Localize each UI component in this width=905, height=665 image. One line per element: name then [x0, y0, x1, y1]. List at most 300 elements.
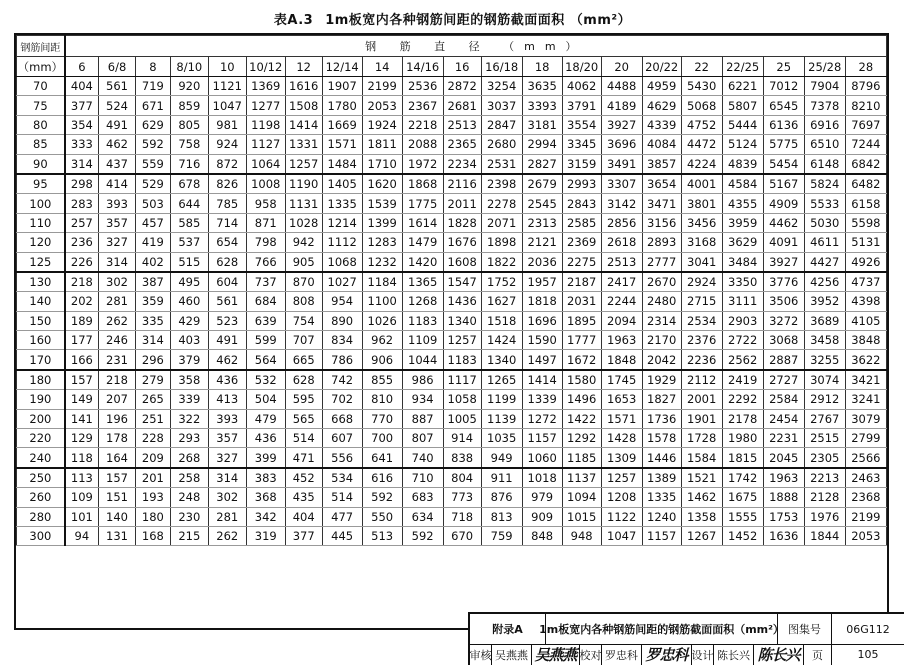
area-cell: 1232 [362, 252, 402, 272]
area-cell: 201 [135, 468, 170, 488]
area-cell: 1907 [322, 77, 362, 96]
area-cell: 1446 [642, 448, 681, 468]
area-cell: 1414 [522, 370, 562, 390]
area-cell: 3791 [562, 96, 601, 115]
area-cell: 5430 [681, 77, 722, 96]
area-cell: 3629 [722, 233, 763, 252]
area-cell: 942 [285, 233, 322, 252]
area-cell: 3857 [642, 154, 681, 174]
area-cell: 2515 [804, 429, 845, 448]
area-cell: 2187 [562, 272, 601, 292]
area-cell: 1340 [443, 311, 481, 330]
area-cell: 268 [170, 448, 208, 468]
area-cell: 876 [481, 488, 522, 507]
area-cell: 1340 [481, 350, 522, 370]
area-cell: 359 [135, 292, 170, 311]
area-cell: 403 [170, 331, 208, 350]
page-number: 105 [857, 648, 879, 661]
area-cell: 3241 [845, 390, 886, 409]
area-cell: 2218 [402, 115, 443, 134]
area-cell: 905 [285, 252, 322, 272]
area-cell: 3037 [481, 96, 522, 115]
area-cell: 1822 [481, 252, 522, 272]
area-cell: 5824 [804, 174, 845, 194]
diameter-col-header: 6 [65, 57, 99, 77]
area-cell: 1112 [322, 233, 362, 252]
area-cell: 246 [99, 331, 136, 350]
area-cell: 2872 [443, 77, 481, 96]
diameter-col-header: 10/12 [246, 57, 285, 77]
diameter-col-header: 18 [522, 57, 562, 77]
area-cell: 4398 [845, 292, 886, 311]
area-cell: 954 [322, 292, 362, 311]
area-cell: 634 [402, 507, 443, 526]
area-cell: 2292 [722, 390, 763, 409]
area-cell: 3255 [804, 350, 845, 370]
area-cell: 707 [285, 331, 322, 350]
table-title [0, 0, 905, 36]
area-cell: 1199 [481, 390, 522, 409]
area-cell: 6136 [763, 115, 804, 134]
area-cell: 1335 [642, 488, 681, 507]
area-cell: 3272 [763, 311, 804, 330]
area-cell: 870 [285, 272, 322, 292]
area-cell: 742 [322, 370, 362, 390]
diameter-col-header: 20/22 [642, 57, 681, 77]
area-cell: 6842 [845, 154, 886, 174]
area-cell: 2313 [522, 213, 562, 232]
area-cell: 1100 [362, 292, 402, 311]
area-cell: 5533 [804, 194, 845, 213]
area-cell: 1183 [402, 311, 443, 330]
area-cell: 718 [443, 507, 481, 526]
area-cell: 1044 [402, 350, 443, 370]
area-cell: 2199 [362, 77, 402, 96]
area-cell: 368 [246, 488, 285, 507]
area-cell: 524 [99, 96, 136, 115]
area-cell: 1414 [285, 115, 322, 134]
area-cell: 668 [322, 409, 362, 428]
table-row [17, 468, 887, 488]
spacing-cell: 85 [17, 135, 65, 154]
area-cell: 1272 [522, 409, 562, 428]
diameter-col-header: 28 [845, 57, 886, 77]
area-cell: 556 [322, 448, 362, 468]
area-cell: 805 [170, 115, 208, 134]
area-cell: 2365 [443, 135, 481, 154]
area-cell: 3456 [681, 213, 722, 232]
area-cell: 948 [562, 526, 601, 545]
area-cell: 94 [65, 526, 99, 545]
area-cell: 1265 [481, 370, 522, 390]
area-cell: 1868 [402, 174, 443, 194]
area-cell: 4256 [804, 272, 845, 292]
drawing-caption: 1m板宽内各种钢筋间距的钢筋截面面积（mm²） [546, 614, 778, 644]
area-cell: 2094 [601, 311, 642, 330]
area-cell: 2234 [443, 154, 481, 174]
area-cell: 911 [481, 468, 522, 488]
area-cell: 3471 [642, 194, 681, 213]
area-cell: 377 [65, 96, 99, 115]
designer-name: 陈长兴 [714, 644, 754, 665]
area-cell: 1339 [522, 390, 562, 409]
area-cell: 4062 [562, 77, 601, 96]
area-cell: 958 [246, 194, 285, 213]
area-cell: 4629 [642, 96, 681, 115]
area-cell: 3307 [601, 174, 642, 194]
area-cell: 314 [65, 154, 99, 174]
area-cell: 2011 [443, 194, 481, 213]
diameter-col-header: 16/18 [481, 57, 522, 77]
area-cell: 2045 [763, 448, 804, 468]
area-cell: 1185 [562, 448, 601, 468]
area-cell: 1127 [246, 135, 285, 154]
area-cell: 2121 [522, 233, 562, 252]
area-cell: 1497 [522, 350, 562, 370]
area-cell: 2314 [642, 311, 681, 330]
area-cell: 887 [402, 409, 443, 428]
area-cell: 4472 [681, 135, 722, 154]
area-cell: 4084 [642, 135, 681, 154]
diameter-col-header: 20 [601, 57, 642, 77]
spacing-cell: 100 [17, 194, 65, 213]
area-cell: 1929 [642, 370, 681, 390]
area-cell: 1547 [443, 272, 481, 292]
area-cell: 1139 [481, 409, 522, 428]
area-cell: 1888 [763, 488, 804, 507]
spacing-cell: 90 [17, 154, 65, 174]
area-cell: 4001 [681, 174, 722, 194]
area-cell: 387 [135, 272, 170, 292]
area-cell: 2618 [601, 233, 642, 252]
area-cell: 302 [208, 488, 246, 507]
area-cell: 1064 [246, 154, 285, 174]
area-cell: 872 [208, 154, 246, 174]
area-cell: 2244 [601, 292, 642, 311]
area-cell: 914 [443, 429, 481, 448]
area-cell: 1898 [481, 233, 522, 252]
area-cell: 592 [362, 488, 402, 507]
area-cell: 1028 [285, 213, 322, 232]
area-cell: 1479 [402, 233, 443, 252]
area-cell: 1117 [443, 370, 481, 390]
area-cell: 1728 [681, 429, 722, 448]
spacing-cell: 130 [17, 272, 65, 292]
spacing-cell: 180 [17, 370, 65, 390]
area-cell: 5807 [722, 96, 763, 115]
diameter-col-header: 14 [362, 57, 402, 77]
area-cell: 327 [208, 448, 246, 468]
area-cell: 3350 [722, 272, 763, 292]
area-cell: 949 [481, 448, 522, 468]
table-row [17, 488, 887, 507]
area-cell: 909 [522, 507, 562, 526]
area-cell: 1828 [443, 213, 481, 232]
area-cell: 514 [285, 429, 322, 448]
area-cell: 377 [285, 526, 322, 545]
area-cell: 1614 [402, 213, 443, 232]
area-cell: 1518 [481, 311, 522, 330]
area-cell: 2199 [845, 507, 886, 526]
area-cell: 607 [322, 429, 362, 448]
area-cell: 785 [208, 194, 246, 213]
area-cell: 4339 [642, 115, 681, 134]
area-cell: 810 [362, 390, 402, 409]
area-cell: 786 [322, 350, 362, 370]
area-cell: 491 [208, 331, 246, 350]
area-cell: 1369 [246, 77, 285, 96]
area-cell: 429 [170, 311, 208, 330]
table-row [17, 272, 887, 292]
area-cell: 1811 [362, 135, 402, 154]
area-cell: 1436 [443, 292, 481, 311]
diameter-col-header: 22 [681, 57, 722, 77]
area-cell: 1571 [322, 135, 362, 154]
area-cell: 616 [362, 468, 402, 488]
table-row [17, 292, 887, 311]
area-cell: 2993 [562, 174, 601, 194]
area-cell: 3142 [601, 194, 642, 213]
area-cell: 2398 [481, 174, 522, 194]
area-cell: 477 [322, 507, 362, 526]
area-cell: 3074 [804, 370, 845, 390]
area-cell: 595 [285, 390, 322, 409]
area-cell: 6158 [845, 194, 886, 213]
diameter-col-header: 25/28 [804, 57, 845, 77]
area-cell: 1137 [562, 468, 601, 488]
area-cell: 2178 [722, 409, 763, 428]
area-cell: 2562 [722, 350, 763, 370]
table-number: 表A.3 [273, 12, 314, 28]
area-cell: 1653 [601, 390, 642, 409]
area-cell: 2531 [481, 154, 522, 174]
appendix-label: 附录A [470, 614, 546, 644]
area-cell: 719 [135, 77, 170, 96]
area-cell: 1848 [601, 350, 642, 370]
area-cell: 7378 [804, 96, 845, 115]
area-cell: 1452 [722, 526, 763, 545]
area-cell: 452 [285, 468, 322, 488]
area-cell: 460 [170, 292, 208, 311]
area-cell: 504 [246, 390, 285, 409]
area-cell: 257 [65, 213, 99, 232]
area-cell: 393 [99, 194, 136, 213]
area-cell: 3168 [681, 233, 722, 252]
table-row [17, 135, 887, 154]
area-cell: 515 [170, 252, 208, 272]
area-cell: 3689 [804, 311, 845, 330]
area-cell: 4737 [845, 272, 886, 292]
area-cell: 141 [65, 409, 99, 428]
area-cell: 218 [99, 370, 136, 390]
area-cell: 1818 [522, 292, 562, 311]
area-cell: 979 [522, 488, 562, 507]
area-cell: 628 [208, 252, 246, 272]
area-cell: 4462 [763, 213, 804, 232]
area-cell: 5030 [804, 213, 845, 232]
area-cell: 2231 [763, 429, 804, 448]
area-cell: 2236 [681, 350, 722, 370]
area-cell: 1309 [601, 448, 642, 468]
area-cell: 281 [99, 292, 136, 311]
design-label: 设计 [692, 644, 714, 665]
spacing-unit: （mm） [17, 57, 65, 77]
area-cell: 3156 [642, 213, 681, 232]
area-cell: 3111 [722, 292, 763, 311]
area-cell: 3421 [845, 370, 886, 390]
area-cell: 2670 [642, 272, 681, 292]
area-cell: 678 [170, 174, 208, 194]
area-cell: 1972 [402, 154, 443, 174]
area-cell: 1027 [322, 272, 362, 292]
area-cell: 2799 [845, 429, 886, 448]
drawing-sheet [14, 33, 890, 664]
area-cell: 3776 [763, 272, 804, 292]
area-cell: 314 [135, 331, 170, 350]
area-cell: 4488 [601, 77, 642, 96]
area-cell: 848 [522, 526, 562, 545]
area-cell: 1957 [522, 272, 562, 292]
area-cell: 333 [65, 135, 99, 154]
area-cell: 129 [65, 429, 99, 448]
area-cell: 710 [402, 468, 443, 488]
area-cell: 1047 [601, 526, 642, 545]
area-cell: 1268 [402, 292, 443, 311]
area-cell: 279 [135, 370, 170, 390]
area-cell: 1672 [562, 350, 601, 370]
area-cell: 436 [208, 370, 246, 390]
area-cell: 1895 [562, 311, 601, 330]
area-cell: 1815 [722, 448, 763, 468]
area-cell: 1777 [562, 331, 601, 350]
area-cell: 1131 [285, 194, 322, 213]
area-cell: 561 [99, 77, 136, 96]
area-cell: 737 [246, 272, 285, 292]
area-cell: 7244 [845, 135, 886, 154]
area-cell: 2585 [562, 213, 601, 232]
area-cell: 4839 [722, 154, 763, 174]
area-cell: 2419 [722, 370, 763, 390]
area-cell: 2727 [763, 370, 804, 390]
diameter-col-header: 8 [135, 57, 170, 77]
area-cell: 6221 [722, 77, 763, 96]
area-cell: 164 [99, 448, 136, 468]
spacing-cell: 190 [17, 390, 65, 409]
area-cell: 140 [99, 507, 136, 526]
area-cell: 1292 [562, 429, 601, 448]
diameter-col-header: 14/16 [402, 57, 443, 77]
page-label: 页 [804, 644, 832, 665]
area-cell: 118 [65, 448, 99, 468]
area-cell: 834 [322, 331, 362, 350]
area-cell: 335 [135, 311, 170, 330]
area-cell: 4611 [804, 233, 845, 252]
table-row [17, 194, 887, 213]
area-cell: 314 [208, 468, 246, 488]
check-label: 校对 [580, 644, 602, 665]
area-cell: 537 [170, 233, 208, 252]
area-cell: 3848 [845, 331, 886, 350]
area-cell: 1676 [443, 233, 481, 252]
area-cell: 2480 [642, 292, 681, 311]
area-cell: 131 [99, 526, 136, 545]
area-cell: 414 [99, 174, 136, 194]
area-cell: 2170 [642, 331, 681, 350]
area-cell: 322 [170, 409, 208, 428]
area-cell: 354 [65, 115, 99, 134]
area-cell: 319 [246, 526, 285, 545]
area-cell: 1710 [362, 154, 402, 174]
area-cell: 3654 [642, 174, 681, 194]
area-cell: 2994 [522, 135, 562, 154]
area-cell: 628 [285, 370, 322, 390]
area-cell: 231 [99, 350, 136, 370]
area-cell: 3079 [845, 409, 886, 428]
area-cell: 178 [99, 429, 136, 448]
area-cell: 5167 [763, 174, 804, 194]
area-cell: 1389 [642, 468, 681, 488]
area-cell: 559 [135, 154, 170, 174]
area-cell: 1277 [246, 96, 285, 115]
area-cell: 342 [246, 507, 285, 526]
area-cell: 641 [362, 448, 402, 468]
area-cell: 4355 [722, 194, 763, 213]
area-cell: 503 [135, 194, 170, 213]
area-cell: 670 [443, 526, 481, 545]
area-cell: 1675 [722, 488, 763, 507]
area-cell: 1608 [443, 252, 481, 272]
table-row [17, 174, 887, 194]
area-cell: 2112 [681, 370, 722, 390]
area-cell: 1745 [601, 370, 642, 390]
area-cell: 1508 [285, 96, 322, 115]
area-cell: 1257 [443, 331, 481, 350]
area-cell: 3622 [845, 350, 886, 370]
area-cell: 2001 [681, 390, 722, 409]
area-cell: 604 [208, 272, 246, 292]
area-cell: 1015 [562, 507, 601, 526]
spacing-cell: 300 [17, 526, 65, 545]
area-cell: 2305 [804, 448, 845, 468]
area-cell: 4926 [845, 252, 886, 272]
area-cell: 1358 [681, 507, 722, 526]
area-cell: 513 [362, 526, 402, 545]
area-cell: 2368 [845, 488, 886, 507]
area-cell: 435 [285, 488, 322, 507]
area-cell: 457 [135, 213, 170, 232]
diameter-col-header: 12/14 [322, 57, 362, 77]
table-row [17, 429, 887, 448]
area-cell: 1331 [285, 135, 322, 154]
area-cell: 644 [170, 194, 208, 213]
area-cell: 700 [362, 429, 402, 448]
spacing-cell: 70 [17, 77, 65, 96]
area-cell: 5068 [681, 96, 722, 115]
area-cell: 1198 [246, 115, 285, 134]
table-row [17, 311, 887, 330]
area-cell: 3959 [722, 213, 763, 232]
area-cell: 924 [208, 135, 246, 154]
area-cell: 1257 [601, 468, 642, 488]
area-cell: 262 [99, 311, 136, 330]
area-cell: 564 [246, 350, 285, 370]
area-cell: 236 [65, 233, 99, 252]
area-cell: 2513 [601, 252, 642, 272]
area-cell: 684 [246, 292, 285, 311]
area-cell: 445 [322, 526, 362, 545]
area-cell: 495 [170, 272, 208, 292]
area-cell: 6916 [804, 115, 845, 134]
